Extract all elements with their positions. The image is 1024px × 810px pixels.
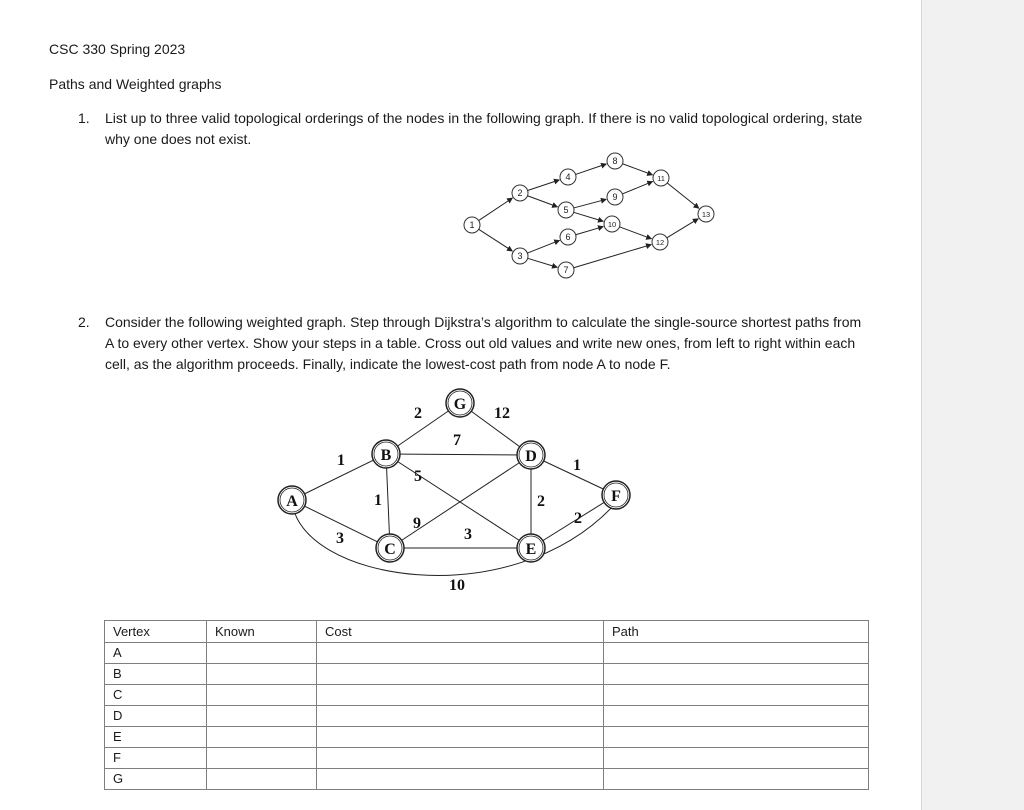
topological-graph [455,148,725,283]
weighted-graph [260,380,650,610]
path-cell[interactable] [604,664,869,685]
path-cell[interactable] [604,643,869,664]
column-header-path: Path [604,621,869,643]
svg-text:D: D [525,448,537,465]
cost-cell[interactable] [317,769,604,790]
weight-D-F: 1 [573,457,581,474]
svg-text:8: 8 [612,156,618,166]
edge-1-2 [479,198,513,221]
vertex-cell: A [105,643,207,664]
q2-text: Consider the following weighted graph. Step through Dijkstra’s algorithm to calculate the single-source shortest paths from A to every other vertex. Show your steps in a table. Cross out old values and write new ones, from left to right within each cell, as the algorithm proceeds. Finally, indicate the lowest-cost path from node A to node F. [105,314,862,372]
graph2-node-G [446,389,474,417]
edge-9-11 [622,181,652,194]
svg-text:G: G [453,396,467,413]
svg-text:6: 6 [565,232,571,242]
graph1-node-9 [607,189,623,205]
graph2-node-C [376,534,404,562]
path-cell[interactable] [604,706,869,727]
known-cell[interactable] [207,748,317,769]
svg-text:E: E [525,541,537,558]
column-header-known: Known [207,621,317,643]
vertex-cell: C [105,685,207,706]
weight-B-G: 2 [414,405,422,422]
vertex-cell: B [105,664,207,685]
known-cell[interactable] [207,685,317,706]
svg-text:7: 7 [563,265,569,275]
graph1-node-13 [698,206,714,222]
svg-text:10: 10 [607,220,617,229]
table-row [105,748,869,769]
vertex-cell: F [105,748,207,769]
graph1-node-6 [560,229,576,245]
weight-D-E: 2 [537,493,545,510]
edge-1-3 [479,229,513,251]
svg-text:3: 3 [517,251,523,261]
svg-text:B: B [380,447,392,464]
svg-text:4: 4 [565,172,571,182]
side-panel [921,0,1024,810]
q2-number: 2. [78,314,90,330]
cost-cell[interactable] [317,748,604,769]
path-cell[interactable] [604,685,869,706]
edge-4-8 [576,164,607,175]
graph1-node-8 [607,153,623,169]
cost-cell[interactable] [317,706,604,727]
known-cell[interactable] [207,727,317,748]
graph1-node-11 [653,170,669,186]
weight-A-C: 3 [336,530,344,547]
svg-text:11: 11 [657,174,665,183]
edge-5-10 [574,212,604,221]
weight-B-C: 1 [374,492,382,509]
graph2-node-E [517,534,545,562]
edge-3-6 [527,240,559,253]
svg-text:C: C [384,541,396,558]
vertex-cell: E [105,727,207,748]
graph1-node-12 [652,234,668,250]
svg-text:A: A [286,493,298,510]
cost-cell[interactable] [317,664,604,685]
path-cell[interactable] [604,748,869,769]
graph1-node-10 [604,216,620,232]
graph1-node-7 [558,262,574,278]
edge-B-D [386,454,531,455]
edge-10-12 [619,227,651,239]
svg-text:F: F [611,488,621,505]
edge-8-11 [623,164,653,175]
svg-text:13: 13 [701,210,711,219]
weight-B-D: 7 [453,432,461,449]
edge-12-13 [667,219,698,238]
cost-cell[interactable] [317,727,604,748]
known-cell[interactable] [207,643,317,664]
weight-B-E: 5 [414,468,422,485]
svg-text:12: 12 [655,238,665,247]
cost-cell[interactable] [317,643,604,664]
q1-number: 1. [78,110,90,126]
svg-text:1: 1 [469,220,475,230]
table-row [105,706,869,727]
q1-text: List up to three valid topological orderings of the nodes in the following graph. If there is no valid topological ordering, state why one does not exist. [105,110,863,147]
course-title: CSC 330 Spring 2023 [49,41,186,57]
svg-text:5: 5 [563,205,569,215]
graph2-node-A [278,486,306,514]
cost-cell[interactable] [317,685,604,706]
column-header-vertex: Vertex [105,621,207,643]
weight-C-E: 3 [464,526,472,543]
svg-text:2: 2 [517,188,523,198]
graph1-node-3 [512,248,528,264]
weight-G-D: 12 [494,405,510,422]
graph2-node-F [602,481,630,509]
edge-3-7 [528,258,558,267]
known-cell[interactable] [207,664,317,685]
weight-A-E: 10 [449,577,465,594]
table-row [105,685,869,706]
section-title: Paths and Weighted graphs [49,76,222,92]
weight-E-F: 2 [574,510,582,527]
edge-7-12 [574,245,652,268]
path-cell[interactable] [604,727,869,748]
graph1-node-2 [512,185,528,201]
graph2-node-D [517,441,545,469]
table-row [105,664,869,685]
edge-11-13 [667,183,699,208]
table-row [105,769,869,790]
graph1-node-5 [558,202,574,218]
weight-A-B: 1 [337,452,345,469]
graph2-node-B [372,440,400,468]
edge-B-E [386,454,531,548]
svg-text:9: 9 [612,192,618,202]
graph1-node-4 [560,169,576,185]
table-header-row [105,621,869,643]
vertex-cell: G [105,769,207,790]
edge-5-9 [574,199,607,208]
vertex-cell: D [105,706,207,727]
graph1-node-1 [464,217,480,233]
table-row [105,727,869,748]
path-cell[interactable] [604,769,869,790]
edge-2-5 [528,196,558,207]
known-cell[interactable] [207,706,317,727]
dijkstra-table [104,620,869,790]
weight-C-D: 9 [413,515,421,532]
edge-6-10 [576,227,604,235]
column-header-cost: Cost [317,621,604,643]
edge-2-4 [528,180,560,191]
known-cell[interactable] [207,769,317,790]
table-row [105,643,869,664]
